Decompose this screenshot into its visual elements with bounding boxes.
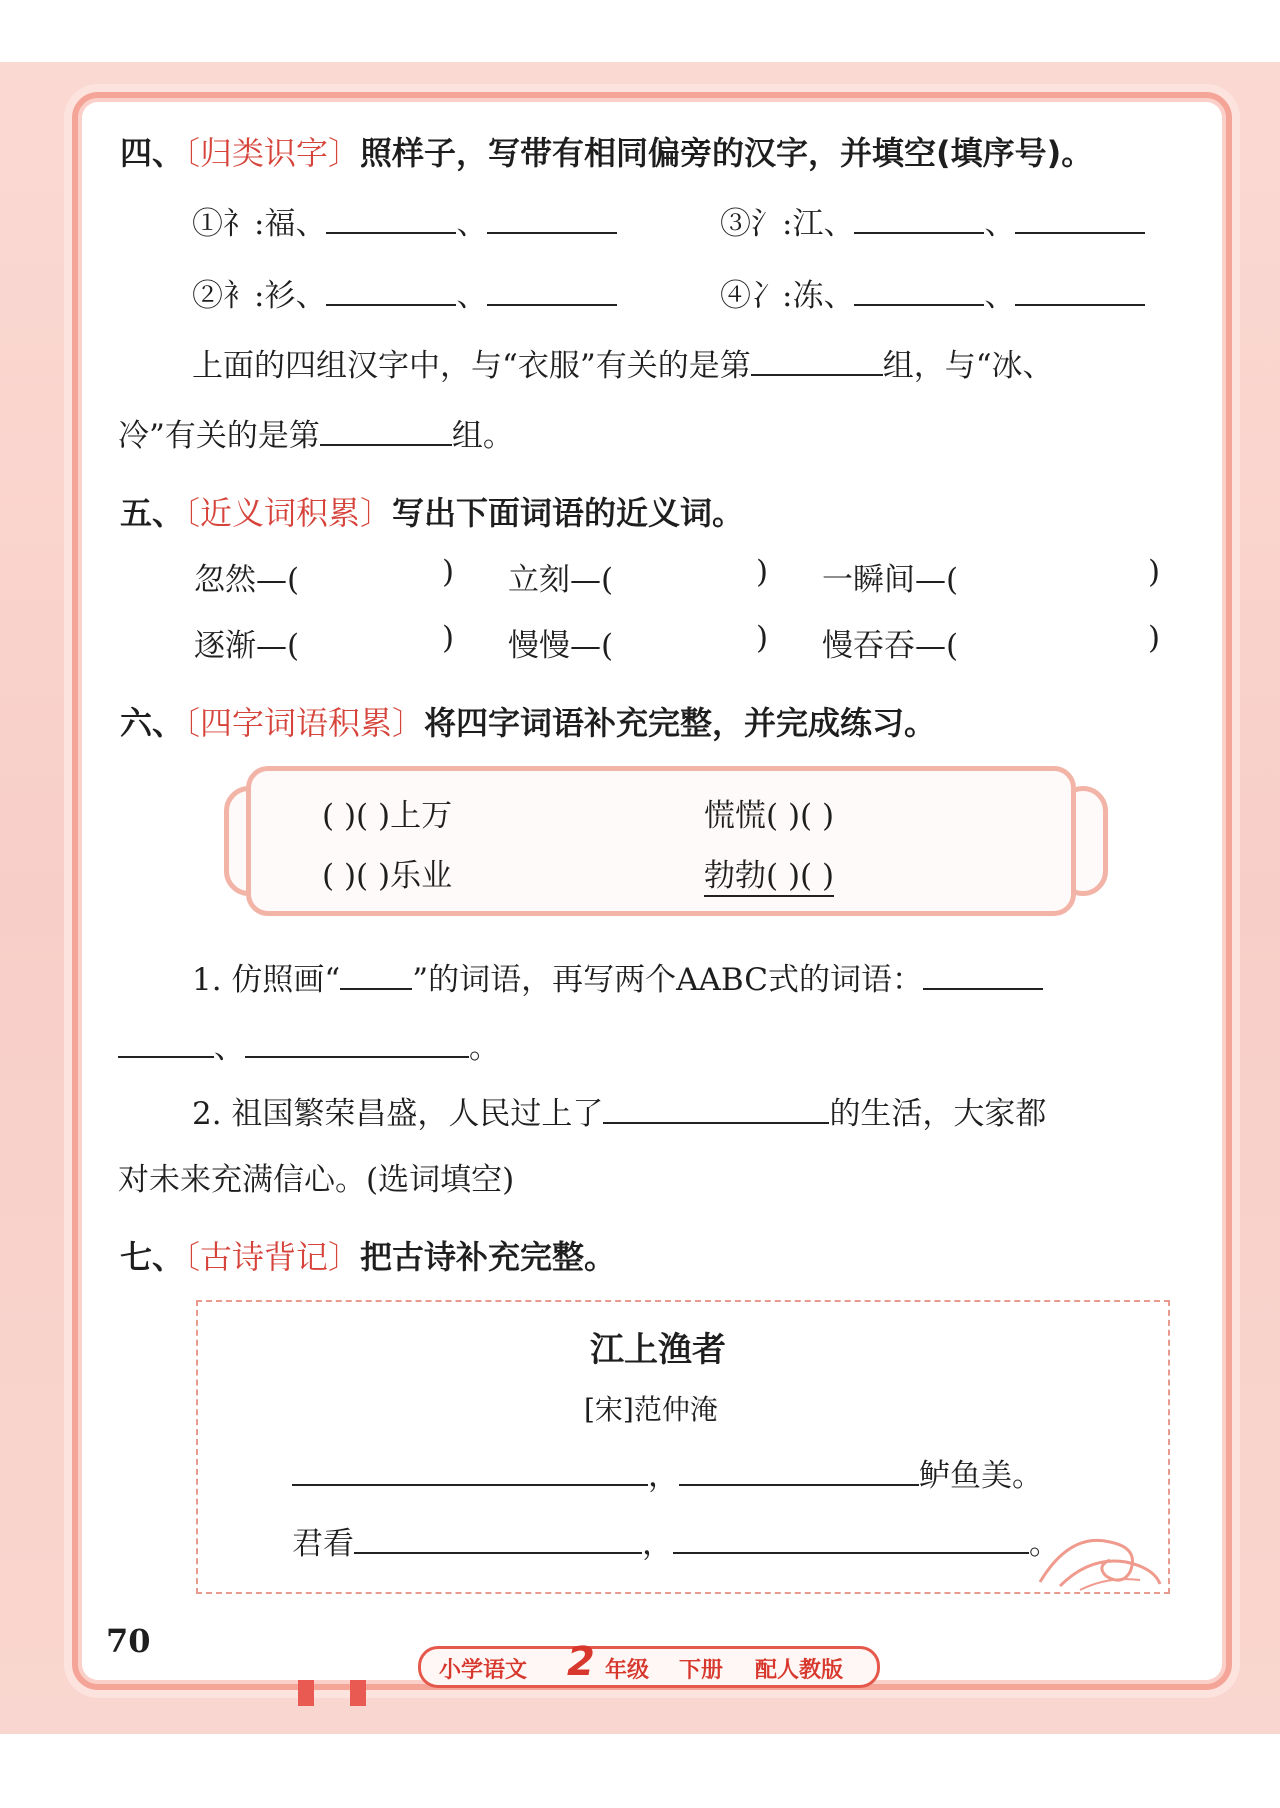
q4-fill-text: 上面的四组汉字中，与“衣服”有关的是第 <box>192 348 751 384</box>
q5-word: 忽然—( <box>194 562 300 598</box>
q5-word-4 <box>194 620 299 665</box>
q6-text: 将四字词语补充完整，并完成练习。 <box>424 704 937 742</box>
q6-sub-1-line-1 <box>192 954 1043 999</box>
answer-blank[interactable] <box>487 303 617 306</box>
q6-sub-text: 的生活，大家都 <box>829 1096 1047 1132</box>
poem-line-start: 君看 <box>292 1526 354 1562</box>
q4-text: 照样子，写带有相同偏旁的汉字，并填空(填序号)。 <box>360 134 1094 172</box>
q6-heading <box>120 698 936 744</box>
answer-blank[interactable] <box>326 303 456 306</box>
paren-close: ) <box>756 620 769 656</box>
q6-sub-text: 对未来充满信心。(选词填空) <box>118 1162 515 1198</box>
q7-heading <box>120 1232 616 1278</box>
poem-line-1 <box>292 1450 1043 1495</box>
q5-close-2 <box>756 554 768 590</box>
answer-blank[interactable] <box>340 987 412 990</box>
answer-blank[interactable] <box>1015 231 1145 234</box>
q7-text: 把古诗补充完整。 <box>360 1238 617 1276</box>
q4-number: 四、 <box>120 134 185 172</box>
q4-fill-line-2 <box>118 410 514 455</box>
q4-item-label: ③氵:江、 <box>720 206 855 242</box>
q6-sub-text: 2. 祖国繁荣昌盛，人民过上了 <box>192 1096 604 1132</box>
period: 。 <box>1029 1526 1060 1562</box>
q5-close-1 <box>442 554 454 590</box>
q4-item-2 <box>192 270 617 315</box>
paren-close: ) <box>756 554 769 590</box>
q6-tag: 〔四字词语积累〕 <box>184 704 425 742</box>
paren-close: ) <box>1148 554 1161 590</box>
q5-heading <box>120 488 744 534</box>
poem-line-end: 鲈鱼美。 <box>919 1458 1043 1494</box>
answer-blank[interactable] <box>292 1483 648 1486</box>
q4-fill-text: 组，与“冰、 <box>882 348 1054 384</box>
q5-close-3 <box>1148 554 1160 590</box>
q6-number: 六、 <box>120 704 185 742</box>
footer-subject: 小学语文 <box>439 1658 528 1683</box>
idiom-text: 勃勃( )( ) <box>704 858 835 894</box>
paren-close: ) <box>442 554 455 590</box>
separator: 、 <box>984 278 1016 314</box>
wave-ornament-icon <box>1030 1512 1170 1592</box>
q7-number: 七、 <box>120 1238 185 1276</box>
separator: 、 <box>984 206 1016 242</box>
answer-blank[interactable] <box>854 231 984 234</box>
paren-close: ) <box>442 620 455 656</box>
answer-blank[interactable] <box>1015 303 1145 306</box>
answer-blank[interactable] <box>673 1551 1029 1554</box>
q5-tag: 〔近义词积累〕 <box>184 494 393 532</box>
idiom-1[interactable] <box>322 790 452 835</box>
answer-blank[interactable] <box>923 987 1043 990</box>
idiom-2[interactable] <box>704 790 834 835</box>
q5-word: 立刻—( <box>508 562 614 598</box>
q5-text: 写出下面词语的近义词。 <box>392 494 745 532</box>
q4-item-4 <box>720 270 1145 315</box>
idiom-4[interactable] <box>704 850 834 897</box>
page-number: 70 <box>106 1622 151 1660</box>
period: 。 <box>469 1030 500 1066</box>
separator: 、 <box>214 1030 245 1066</box>
q5-close-4 <box>442 620 454 656</box>
q4-item-label: ④冫:冻、 <box>720 278 855 314</box>
answer-blank[interactable] <box>354 1551 642 1554</box>
q5-word-1 <box>194 554 299 599</box>
q5-word-5 <box>508 620 613 665</box>
q4-heading <box>120 128 1093 174</box>
q4-fill-text: 冷”有关的是第 <box>118 418 320 454</box>
q4-item-label: ①礻:福、 <box>192 206 327 242</box>
footer-term: 下册 <box>679 1658 724 1683</box>
answer-blank[interactable] <box>320 443 452 446</box>
answer-blank[interactable] <box>326 231 456 234</box>
q4-item-label: ②衤:衫、 <box>192 278 327 314</box>
answer-blank[interactable] <box>751 373 883 376</box>
answer-blank[interactable] <box>118 1055 214 1058</box>
q5-word-6 <box>822 620 958 665</box>
q4-tag: 〔归类识字〕 <box>184 134 361 172</box>
poem-title: 江上渔者 <box>590 1330 726 1370</box>
q6-sub-2-line-2 <box>118 1154 514 1199</box>
q5-word: 逐渐—( <box>194 628 300 664</box>
q5-word-3 <box>822 554 958 599</box>
idiom-text: ( )( )上万 <box>322 798 453 834</box>
answer-blank[interactable] <box>679 1483 919 1486</box>
poem-line-2 <box>292 1518 1060 1563</box>
answer-blank[interactable] <box>854 303 984 306</box>
comma: ， <box>648 1458 679 1494</box>
q5-word: 慢慢—( <box>508 628 614 664</box>
idiom-3[interactable] <box>322 850 452 895</box>
footer-book-badge <box>418 1639 880 1688</box>
answer-blank[interactable] <box>245 1055 469 1058</box>
separator: 、 <box>456 278 488 314</box>
q4-fill-line-1 <box>192 340 1054 385</box>
comma: ， <box>642 1526 673 1562</box>
q5-word: 慢吞吞—( <box>822 628 959 664</box>
answer-blank[interactable] <box>603 1121 829 1124</box>
q4-fill-text: 组。 <box>451 418 514 454</box>
q5-close-6 <box>1148 620 1160 656</box>
q6-sub-1-line-2 <box>118 1022 500 1067</box>
idiom-text: 慌慌( )( ) <box>704 798 835 834</box>
q5-word-2 <box>508 554 613 599</box>
q6-sub-text: ”的词语，再写两个AABC式的词语： <box>412 962 923 998</box>
q4-item-3 <box>720 198 1145 243</box>
answer-blank[interactable] <box>487 231 617 234</box>
poem-author: [宋]范仲淹 <box>584 1393 718 1426</box>
separator: 、 <box>456 206 488 242</box>
q6-sub-2-line-1 <box>192 1088 1046 1133</box>
footer-grade-number: 2 <box>567 1639 595 1685</box>
q5-number: 五、 <box>120 494 185 532</box>
footer-grade: 年级 <box>605 1658 650 1683</box>
footer-edition: 配人教版 <box>755 1658 844 1683</box>
idiom-text: ( )( )乐业 <box>322 858 453 894</box>
q7-tag: 〔古诗背记〕 <box>184 1238 361 1276</box>
q6-sub-text: 1. 仿照画“ <box>192 962 341 998</box>
bottom-tab-marker <box>298 1680 314 1706</box>
paren-close: ) <box>1148 620 1161 656</box>
q5-word: 一瞬间—( <box>822 562 959 598</box>
q4-item-1 <box>192 198 617 243</box>
q5-close-5 <box>756 620 768 656</box>
bottom-tab-marker <box>350 1680 366 1706</box>
